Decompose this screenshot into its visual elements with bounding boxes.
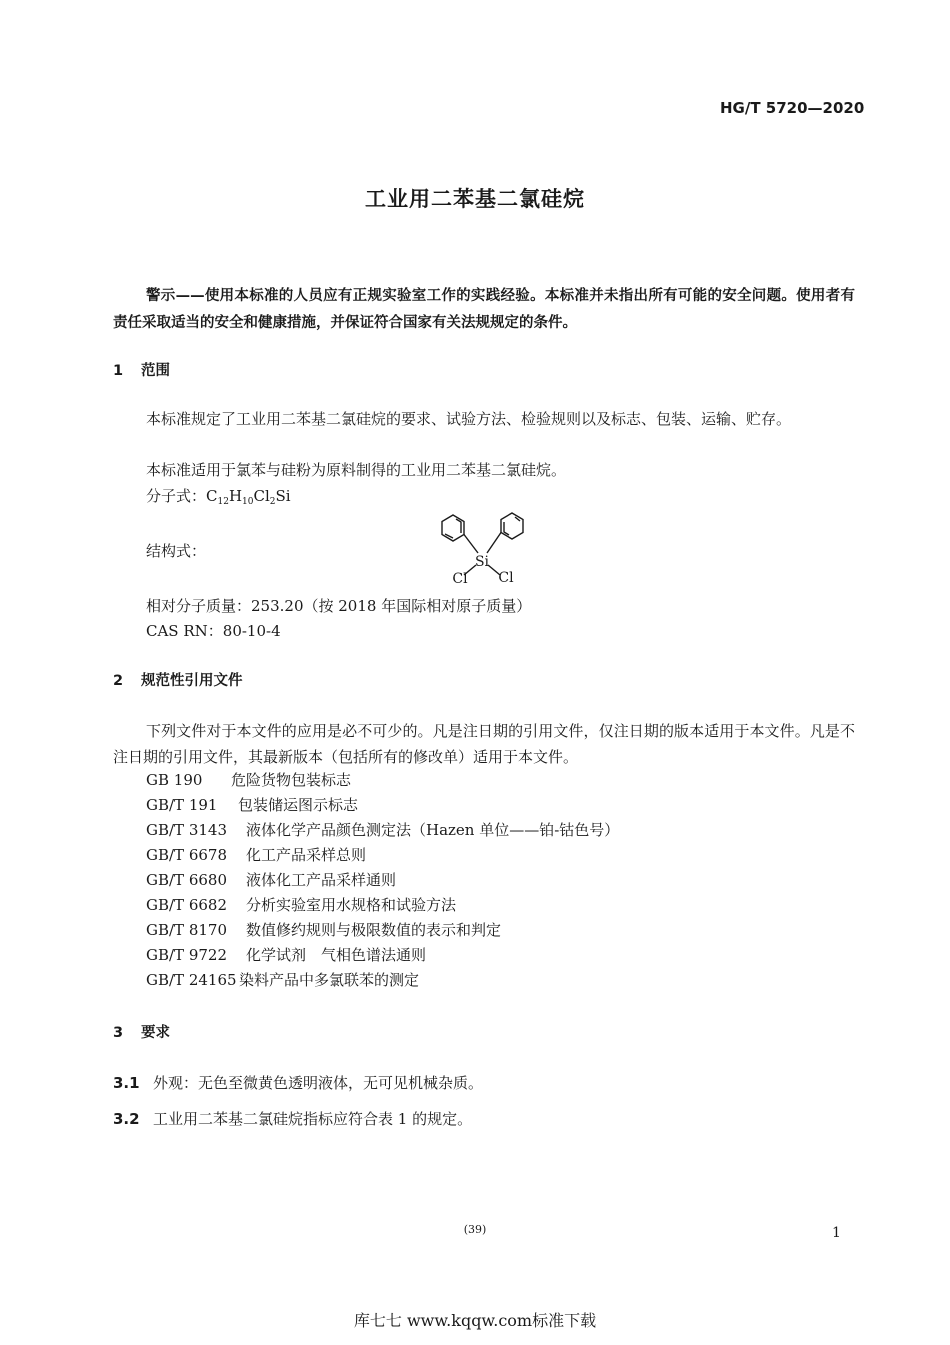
reference-item: [146, 969, 419, 990]
section-title: 要求: [141, 1025, 170, 1041]
reference-item: [146, 769, 351, 790]
clause-text: 工业用二苯基二氯硅烷指标应符合表 1 的规定。: [153, 1110, 473, 1128]
reference-title: 危险货物包装标志: [231, 771, 352, 789]
chlorine-atom-left: Cl: [452, 571, 468, 587]
section-number: 3: [113, 1025, 124, 1041]
section-3-heading: [113, 1021, 170, 1042]
reference-code: GB/T 191: [146, 796, 218, 814]
reference-item: [146, 794, 358, 815]
standard-code: HG/T 5720—2020: [720, 99, 865, 117]
section-number: 1: [113, 363, 124, 379]
references-intro: 下列文件对于本文件的应用是必不可少的。凡是注日期的引用文件，仅注日期的版本适用于本文件。凡是不注日期的引用文件，其最新版本（包括所有的修改单）适用于本文件。: [113, 722, 855, 766]
reference-item: [146, 869, 396, 890]
left-phenyl-ring: [442, 515, 464, 541]
reference-code: GB/T 9722: [146, 946, 228, 964]
bond-right: [487, 533, 501, 554]
reference-code: GB/T 6678: [146, 846, 228, 864]
reference-code: GB/T 3143: [146, 821, 228, 839]
structural-formula-diagram: [420, 505, 540, 590]
reference-item: [146, 919, 501, 940]
molecular-mass-line: 相对分子质量：253.20（按 2018 年国际相对原子质量）: [146, 597, 532, 615]
reference-title: 化学试剂 气相色谱法通则: [246, 946, 427, 964]
cas-number-line: CAS RN：80-10-4: [146, 622, 281, 640]
reference-code: GB/T 6680: [146, 871, 228, 889]
document-title: 工业用二苯基二氯硅烷: [365, 187, 585, 211]
clause-number: 3.1: [113, 1074, 140, 1092]
reference-title: 液体化工产品采样通则: [246, 871, 397, 889]
page-number: 1: [832, 1225, 841, 1241]
scope-paragraph-2: 本标准适用于氯苯与硅粉为原料制得的工业用二苯基二氯硅烷。: [146, 461, 567, 479]
clause-number: 3.2: [113, 1110, 140, 1128]
reference-code: GB/T 24165: [146, 971, 237, 989]
molecular-formula-line: [146, 485, 291, 507]
section-title: 规范性引用文件: [141, 673, 243, 689]
reference-item: [146, 894, 456, 915]
reference-title: 分析实验室用水规格和试验方法: [246, 896, 457, 914]
reference-title: 液体化学产品颜色测定法（Hazen 单位——铂-钴色号）: [246, 821, 620, 839]
reference-item: [146, 944, 426, 965]
warning-paragraph: 警示——使用本标准的人员应有正规实验室工作的实践经验。本标准并未指出所有可能的安全问题。使用者有责任采取适当的安全和健康措施，并保证符合国家有关法规规定的条件。: [113, 288, 855, 331]
reference-code: GB 190: [146, 771, 203, 789]
chlorine-atom-right: Cl: [498, 570, 514, 586]
clause-3-1: [113, 1072, 483, 1093]
reference-title: 染料产品中多氯联苯的测定: [239, 971, 420, 989]
section-1-heading: [113, 359, 170, 380]
clause-3-2: [113, 1108, 472, 1129]
scope-paragraph-1: 本标准规定了工业用二苯基二氯硅烷的要求、试验方法、检验规则以及标志、包装、运输、贮存。: [146, 410, 792, 428]
bond-left: [464, 535, 478, 554]
site-footer: 库七七 www.kqqw.com标准下载: [353, 1311, 597, 1330]
right-phenyl-ring: [501, 513, 523, 539]
section-2-heading: [113, 669, 243, 690]
structure-label: 结构式：: [146, 542, 207, 560]
reference-item: [146, 844, 366, 865]
reference-title: 数值修约规则与极限数值的表示和判定: [246, 921, 502, 939]
section-number: 2: [113, 673, 124, 689]
section-title: 范围: [141, 363, 170, 379]
page-code: (39): [463, 1223, 487, 1236]
formula-label: 分子式：: [146, 487, 207, 505]
silicon-atom: Si: [474, 554, 490, 570]
molecular-formula: $C_{12}H_{10}Cl_2Si$: [206, 487, 291, 507]
reference-title: 包装储运图示标志: [238, 796, 359, 814]
reference-item: [146, 819, 619, 840]
reference-code: GB/T 6682: [146, 896, 228, 914]
clause-text: 外观：无色至微黄色透明液体，无可见机械杂质。: [153, 1074, 484, 1092]
reference-title: 化工产品采样总则: [246, 846, 367, 864]
reference-code: GB/T 8170: [146, 921, 228, 939]
